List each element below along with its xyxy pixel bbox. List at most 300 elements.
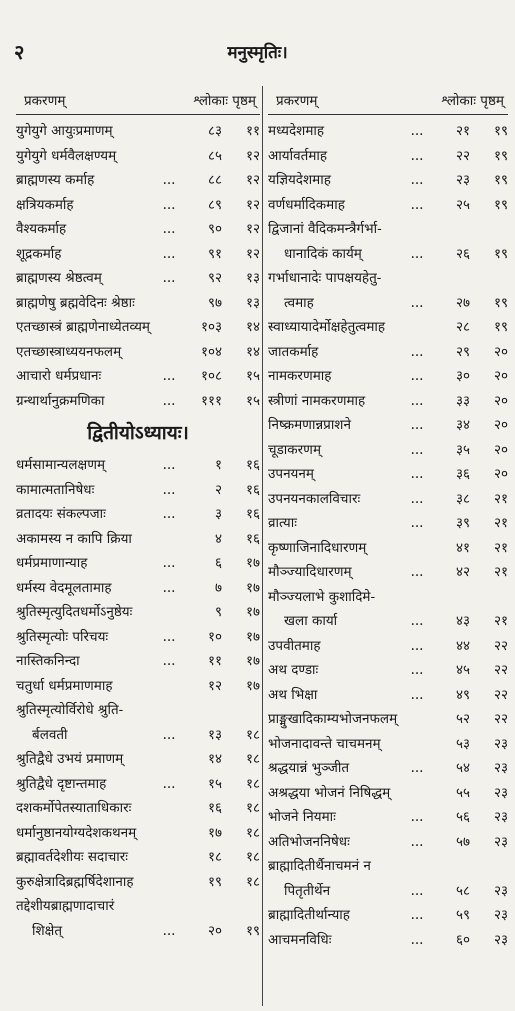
entry-topic: तद्देशीयब्राह्मणादाचारं [16,898,115,914]
page-ref: १७ [245,604,260,620]
page-ref: १८ [245,726,260,743]
index-entry [268,340,508,365]
entry-topic: आचारो धर्मप्रधानः [16,368,102,384]
page-ref: २० [493,392,508,409]
verse-number: ४५ [455,662,470,678]
entry-topic: प्राङ्मुखादिकाम्यभोजनफलम् [268,711,398,727]
page-ref: १८ [245,800,260,816]
page-ref: २३ [493,809,508,825]
verse-number: १०४ [200,343,222,360]
page-ref: १४ [245,343,260,360]
index-entry [16,340,260,365]
entry-topic: यज्ञियदेशमाह [268,172,331,188]
leader-dots: ... [410,833,424,850]
verse-page-header: श्लोकाः पृष्ठम् [441,93,504,109]
leader-dots: ... [162,775,176,792]
right-split-entry-3 [268,585,508,634]
leader-dots: ... [410,123,424,139]
leader-dots: ... [410,147,424,164]
right-split-entry-4 [268,854,508,903]
page-ref: १७ [245,653,260,669]
verse-number: २२ [455,147,470,164]
index-entry [268,144,508,169]
entry-topic: अश्रद्धया भोजनं निषिद्धम् [268,784,391,801]
entry-topic: दशकर्मोपेतस्याताधिकारः [16,800,132,816]
right-split-entry-1 [268,217,508,266]
index-entry [16,389,260,414]
leader-dots: ... [162,270,176,286]
entry-topic: श्रुतिद्वैधे उभयं प्रमाणम् [16,751,124,767]
page-ref: १९ [493,172,508,188]
verse-number: ६ [214,555,222,571]
entry-topic: चतुर्धा धर्मप्रमाणमाह [16,677,113,694]
entry-topic: नामकरणमाह [268,368,332,384]
leader-dots: ... [162,555,176,571]
verse-number: ४३ [455,613,470,629]
index-entry [268,462,508,487]
index-entry-line-1 [268,217,508,242]
index-entry [16,168,260,193]
entry-topic: श्रद्धयान्नं भुञ्जीत [268,760,350,776]
entry-topic: अथ भिक्षा [268,686,318,703]
entry-topic: निष्क्रमणान्नप्राशने [268,417,351,433]
index-entry [16,453,260,478]
entry-topic: धर्मसामान्यलक्षणम् [16,457,106,473]
right-entries-b [268,315,508,585]
index-entry [16,364,260,389]
verse-number: १८ [207,849,222,865]
leader-dots: ... [162,726,176,743]
leader-dots: ... [162,368,176,384]
page-ref: १६ [245,506,260,522]
index-entry-line-1 [268,585,508,610]
entry-topic-continued: खला कार्या [284,613,338,629]
entry-topic: ब्राह्मणस्य श्रेष्ठत्वम् [16,270,102,286]
index-entry [16,193,260,218]
verse-number: ८५ [207,147,222,164]
leader-dots: ... [410,441,424,458]
topic-header: प्रकरणम् [24,93,66,109]
leader-dots: ... [410,172,424,188]
page-ref: १३ [245,270,260,286]
entry-topic-continued: र्बलवती [32,726,68,743]
entry-topic: मौञ्ज्यादिधारणम् [268,564,352,580]
leader-dots: ... [410,882,424,899]
verse-number: ३९ [455,515,470,531]
leader-dots: ... [410,662,424,678]
entry-topic: स्वाध्यायादेर्मोक्षहेतुत्वमाह [268,319,386,335]
index-entry [16,845,260,870]
index-entry [268,560,508,585]
page-ref: १८ [245,751,260,767]
left-split-entry-2 [16,894,260,943]
verse-number: ९७ [207,294,222,311]
leader-dots: ... [410,368,424,384]
verse-number: ९२ [207,270,222,286]
verse-number: ८८ [207,172,222,188]
entry-topic: ब्राह्मादितीर्थान्याह [268,907,350,923]
page-ref: १२ [245,147,260,164]
leader-dots: ... [410,466,424,482]
verse-number: ३८ [455,490,470,507]
leader-dots: ... [162,172,176,188]
leader-dots: ... [410,809,424,825]
entry-topic: चूडाकरणम् [268,441,322,458]
right-column-header [268,86,508,115]
index-entry [16,119,260,144]
leader-dots: ... [162,579,176,596]
index-entry [268,903,508,928]
page-ref: २१ [493,564,508,580]
page-ref: १५ [245,392,260,409]
page-ref: १४ [245,319,260,335]
entry-topic: श्रुतिद्वैधे दृष्टान्तमाह [16,775,107,792]
leader-dots: ... [410,760,424,776]
index-entry [16,291,260,316]
chapter-heading: द्वितीयोऽध्यायः। [87,422,189,444]
page-ref: १२ [245,172,260,188]
index-entry [16,266,260,291]
left-split-entry-1 [16,698,260,747]
leader-dots: ... [162,922,176,939]
page-ref: २२ [493,711,508,727]
entry-topic: व्रतादयः संकल्पजाः [16,506,106,522]
verse-number: ५५ [455,784,470,801]
index-entry [16,551,260,576]
entry-topic: जातकर्माह [268,343,319,360]
page-ref: १३ [245,294,260,311]
page-ref: २१ [493,490,508,507]
page-number: २ [14,40,25,64]
verse-number: ५९ [455,907,470,923]
topic-header: प्रकरणम् [276,93,318,109]
verse-number: १५ [207,775,222,792]
entry-topic: एतच्छास्त्रं ब्राह्मणेनाध्येतव्यम् [16,319,150,335]
index-entry [16,315,260,340]
leader-dots: ... [162,457,176,473]
index-entry [16,870,260,895]
right-entries-c [268,634,508,855]
page-ref: १९ [493,123,508,139]
entry-topic: मध्यदेशमाह [268,123,325,139]
index-entry [16,796,260,821]
entry-topic: ग्रन्थार्थानुक्रमणिका [16,392,105,409]
index-entry [268,928,508,953]
right-entries-a [268,119,508,217]
page-ref: १७ [245,579,260,596]
entry-topic: धर्मप्रमाणान्याह [16,555,88,571]
index-entry [268,487,508,512]
left-entries-c [16,747,260,894]
index-entry [268,781,508,806]
index-entry [268,634,508,659]
entry-topic: आचमनविधिः [268,931,332,948]
index-entry [16,242,260,267]
verse-number: १७ [207,824,222,841]
verse-number: २५ [455,196,470,213]
page-ref: १८ [245,824,260,841]
leader-dots: ... [410,686,424,703]
verse-number: ३ [214,506,222,522]
entry-topic: युगेयुगे आयुःप्रमाणम् [16,123,113,139]
right-entries-d [268,903,508,952]
verse-number: २३ [455,172,470,188]
page-ref: २३ [493,882,508,899]
verse-number: २० [207,922,222,939]
page-ref: १२ [245,221,260,237]
index-entry [268,413,508,438]
leader-dots: ... [162,196,176,213]
page-ref: २० [493,441,508,458]
index-entry [16,625,260,650]
entry-topic: धर्मानुष्ठानयोग्यदेशकथनम् [16,824,137,841]
entry-topic: श्रुतिस्मृत्युदितधर्मोऽनुष्ठेयः [16,604,133,620]
page-ref: १६ [245,481,260,498]
leader-dots: ... [162,628,176,645]
verse-number: ४४ [455,637,470,654]
entry-topic: कुरुक्षेत्रादिब्रह्मर्षिदेशानाह [16,873,134,890]
verse-number: ७ [214,579,222,596]
index-entry [268,658,508,683]
page-ref: १६ [245,530,260,547]
verse-number: ५२ [455,711,470,727]
verse-number: १०८ [200,368,222,384]
entry-topic: अतिभोजननिषेधः [268,833,350,850]
running-title: मनुस्मृतिः। [227,43,288,63]
page-ref: १९ [493,319,508,335]
entry-topic: व्रात्याः [268,515,297,531]
page-ref: १९ [493,294,508,311]
index-entry [268,389,508,414]
verse-number: १६ [207,800,222,816]
entry-topic: श्रुतिस्मृत्योर्विरोधे श्रुति- [16,702,124,718]
leader-dots: ... [410,515,424,531]
page-ref: १८ [245,775,260,792]
index-entry [16,478,260,503]
index-entry [16,144,260,169]
verse-number: ९१ [207,245,222,262]
leader-dots: ... [410,392,424,409]
entry-topic: उपनयनकालविचारः [268,490,361,507]
verse-number: १३ [207,726,222,743]
index-entry [268,683,508,708]
index-entry [16,576,260,601]
leader-dots: ... [162,245,176,262]
verse-number: ३४ [455,417,470,433]
index-entry [268,315,508,340]
leader-dots: ... [162,392,176,409]
left-column [16,86,260,943]
entry-topic: मौञ्ज्यलाभे कुशादिमे- [268,588,376,605]
verse-number: ३५ [455,441,470,458]
leader-dots: ... [162,653,176,669]
entry-topic: ब्राह्मणस्य कर्माह [16,172,95,188]
index-entry-line-2 [16,723,260,748]
entry-topic: उपनयनम् [268,466,314,482]
verse-number: ३० [455,368,470,384]
verse-number: २७ [455,294,470,311]
leader-dots: ... [410,931,424,948]
index-entry-line-1 [268,854,508,879]
page-ref: १७ [245,677,260,694]
entry-topic: स्त्रीणां नामकरणमाह [268,392,366,409]
index-entry [268,536,508,561]
verse-number: २९ [455,343,470,360]
page-ref: २२ [493,686,508,703]
page-ref: १८ [245,849,260,865]
page-ref: २२ [493,662,508,678]
leader-dots: ... [410,294,424,311]
leader-dots: ... [162,221,176,237]
entry-topic: क्षत्रियकर्माह [16,196,74,213]
column-divider [262,86,263,1006]
page-ref: २१ [493,515,508,531]
entry-topic: अथ दण्डाः [268,662,319,678]
page-ref: १७ [245,555,260,571]
page-ref: २० [493,466,508,482]
entry-topic: ब्रह्मावर्तदेशीयः सदाचारः [16,849,129,865]
verse-number: २८ [455,319,470,335]
page-ref: १९ [493,245,508,262]
verse-number: १११ [200,392,222,409]
page-ref: १९ [493,196,508,213]
page-ref: १५ [245,368,260,384]
entry-topic: ब्राह्मणेषु ब्रह्मवेदिनः श्रेष्ठाः [16,294,135,311]
verse-number: ११ [207,653,222,669]
verse-number: ५८ [455,882,470,899]
entry-topic: भोजनादावन्ते चाचमनम् [268,735,381,752]
leader-dots: ... [410,637,424,654]
index-entry [16,747,260,772]
index-entry [268,119,508,144]
right-column [268,86,508,952]
leader-dots: ... [410,490,424,507]
index-entry [268,511,508,536]
verse-number: ५४ [455,760,470,776]
verse-number: ८३ [207,123,222,139]
index-entry [268,830,508,855]
page-ref: १९ [493,147,508,164]
page-ref: १६ [245,457,260,473]
leader-dots: ... [410,417,424,433]
entry-topic: श्रुतिस्मृत्योः परिचयः [16,628,109,645]
verse-number: १०३ [200,319,222,335]
leader-dots: ... [410,245,424,262]
leader-dots: ... [162,481,176,498]
index-entry-line-1 [16,698,260,723]
index-entry-line-1 [268,266,508,291]
page-ref: २१ [493,539,508,556]
page-ref: २३ [493,931,508,948]
verse-number: ५३ [455,735,470,752]
index-entry [268,364,508,389]
leader-dots: ... [410,343,424,360]
page-ref: २३ [493,760,508,776]
entry-topic: वर्णधर्मादिकमाह [268,196,345,213]
index-entry [16,217,260,242]
index-entry-line-2 [268,242,508,267]
page-ref: २१ [493,613,508,629]
index-entry-line-1 [16,894,260,919]
entry-topic: द्विजानां वैदिकमन्त्रैर्गर्भा- [268,221,382,237]
entry-topic-continued: शिक्षेत् [32,922,63,939]
page-ref: २३ [493,833,508,850]
leader-dots: ... [410,907,424,923]
verse-number: ९० [207,221,222,237]
entry-topic: वैश्यकर्माह [16,221,67,237]
entry-topic: ब्राह्मादितीर्थैनाचमनं न [268,858,371,874]
page-ref: २० [493,368,508,384]
verse-number: २ [214,481,222,498]
index-entry [268,732,508,757]
index-entry [268,168,508,193]
entry-topic: उपवीतमाह [268,637,321,654]
verse-number: १९ [207,873,222,890]
entry-topic: धर्मस्य वेदमूलतामाह [16,579,112,596]
index-entry [16,600,260,625]
left-entries-b [16,453,260,698]
leader-dots: ... [410,613,424,629]
verse-number: १० [207,628,222,645]
index-entry [16,527,260,552]
page-ref: २३ [493,784,508,801]
verse-number: ३३ [455,392,470,409]
entry-topic: नास्तिकनिन्दा [16,653,80,669]
index-entry-line-2 [268,879,508,904]
left-entries-a [16,119,260,413]
leader-dots: ... [410,196,424,213]
index-entry [268,193,508,218]
entry-topic: अकामस्य न कापि क्रिया [16,530,132,547]
left-column-header [16,86,260,115]
entry-topic-continued: त्वमाह [284,294,314,311]
entry-topic: गर्भाधानादेः पापक्षयहेतु- [268,270,382,286]
verse-number: ४१ [455,539,470,556]
right-split-entry-2 [268,266,508,315]
page-ref: २० [493,417,508,433]
page-ref: १९ [245,922,260,939]
page-ref: १७ [245,628,260,645]
page-ref: १८ [245,873,260,890]
page-ref: २३ [493,735,508,752]
index-entry [16,674,260,699]
verse-number: ४२ [455,564,470,580]
entry-topic: भोजने नियमाः [268,809,336,825]
page-ref: २० [493,343,508,360]
verse-number: २१ [455,123,470,139]
index-entry [268,756,508,781]
page-ref: ११ [245,123,260,139]
entry-topic: आर्यावर्तमाह [268,147,328,164]
page-ref: १२ [245,245,260,262]
verse-number: ५६ [455,809,470,825]
index-entry [268,438,508,463]
index-entry [16,821,260,846]
entry-topic: युगेयुगे धर्मवैलक्षण्यम् [16,147,117,164]
verse-number: ९ [214,604,222,620]
index-entry-line-2 [268,291,508,316]
verse-number: १४ [207,751,222,767]
page-ref: २२ [493,637,508,654]
index-entry-line-2 [268,609,508,634]
entry-topic-continued: पितृतीर्थेन [284,882,331,899]
verse-number: २६ [455,245,470,262]
verse-number: ५७ [455,833,470,850]
index-entry [16,649,260,674]
verse-number: ६० [455,931,470,948]
index-entry [268,707,508,732]
leader-dots: ... [410,564,424,580]
